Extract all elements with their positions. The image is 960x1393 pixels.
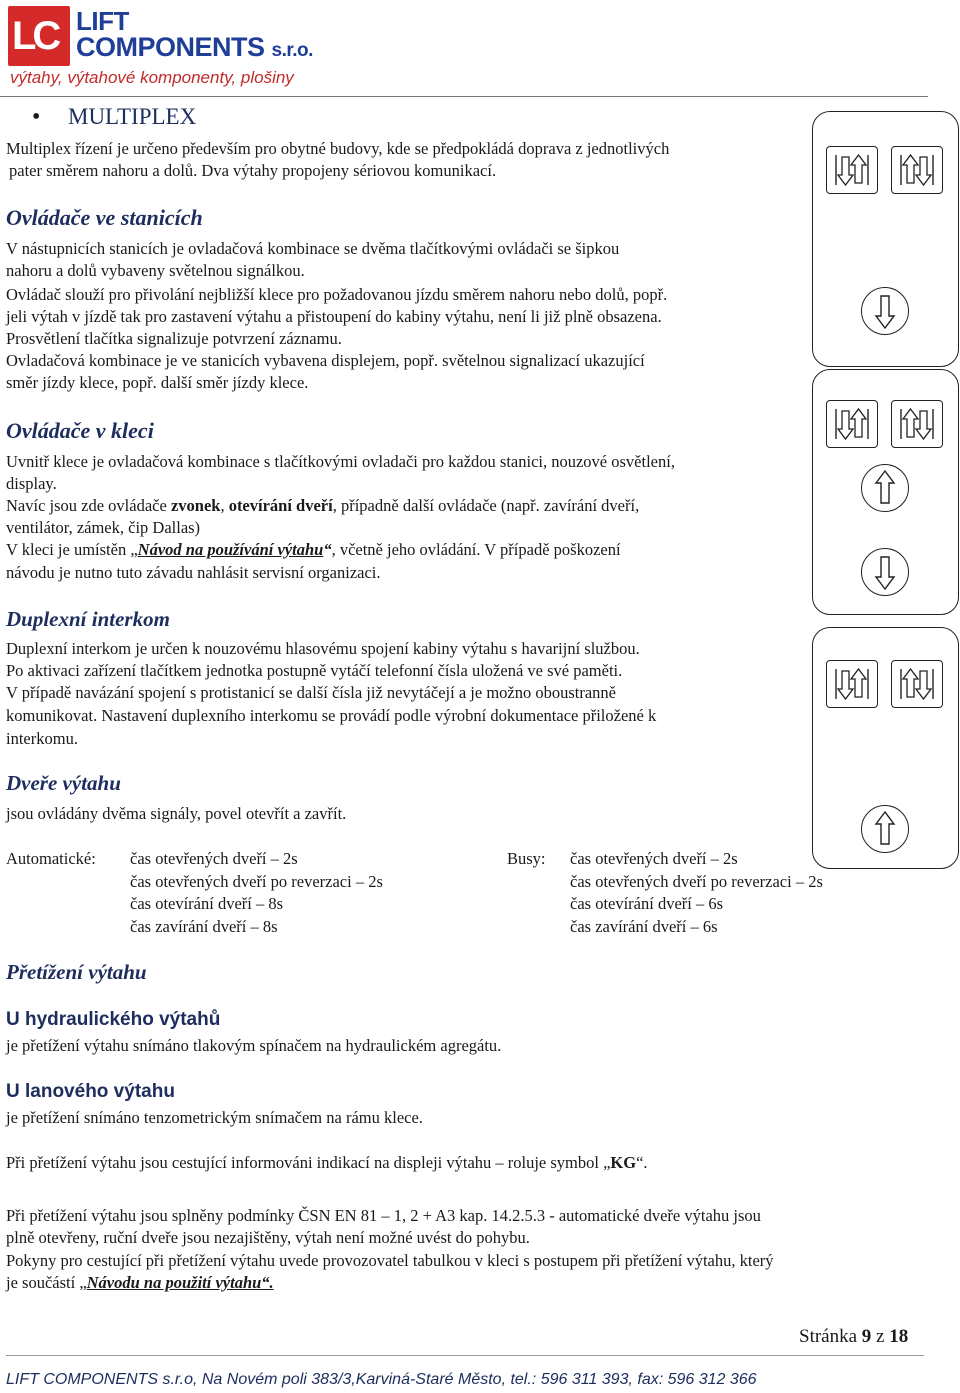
stations-line-5: Prosvětlení tlačítka signalizuje potvrzení záznamu. (6, 329, 342, 348)
kg-line: Při přetížení výtahu jsou cestující informováni indikací na displeji výtahu – roluje symbol „KG“. (6, 1153, 648, 1172)
door-close-button[interactable] (891, 400, 943, 448)
overload-heading: Přetížení výtahu (6, 960, 147, 984)
stations-line-3: Ovládač slouží pro přivolání nejbližší klece pro požadovanou jízdu směrem nahoru nebo dolů, popř. (6, 285, 668, 304)
door-close-button[interactable] (891, 146, 943, 194)
instructions-line-1: Pokyny pro cestující při přetížení výtahu uvede provozovatel tabulkou v kleci s postupem při přetížení výtahu, který (6, 1251, 774, 1270)
door-open-button[interactable] (826, 660, 878, 708)
multiplex-title: MULTIPLEX (68, 104, 197, 129)
stations-line-1: V nástupnicích stanicích je ovladačová kombinace se dvěma tlačítkovými ovládači se šipkou (6, 239, 620, 258)
call-down-button[interactable] (861, 287, 909, 335)
header-divider (0, 96, 928, 97)
footer-address: LIFT COMPONENTS s.r.o, Na Novém poli 383/3,Karviná-Staré Město, tel.: 596 311 393, fax: 596 312 366 (6, 1371, 757, 1388)
intercom-line-1: Duplexní interkom je určen k nouzovému hlasovému spojení kabiny výtahu s havarijní službou. (6, 639, 640, 658)
intercom-line-2: Po aktivaci zařízení tlačítkem jednotka postupně vytáčí telefonní čísla uložená ve své paměti. (6, 661, 623, 680)
door-close-button[interactable] (891, 660, 943, 708)
stations-line-4: jeli výtah v jízdě tak pro zastavení výtahu a přistoupení do kabiny výtahu, není li již plně obsazena. (6, 307, 662, 326)
brand-name: COMPONENTS (76, 32, 265, 62)
arrow-up-icon (862, 465, 908, 511)
csn-line-1: Při přetížení výtahu jsou splněny podmínky ČSN EN 81 – 1, 2 + A3 kap. 14.2.5.3 - automatické dveře výtahu jsou (6, 1206, 761, 1225)
stations-heading: Ovládače ve stanicích (6, 205, 203, 230)
cabin-line-4: ventilátor, zámek, čip Dallas) (6, 518, 201, 537)
csn-line-2: plně otevřeny, ruční dveře jsou nezajištěny, výtah není možné uvést do pohybu. (6, 1228, 530, 1247)
rope-heading: U lanového výtahu (6, 1081, 175, 1102)
panel-bottom-station (812, 627, 959, 869)
automatic-timings (130, 848, 383, 938)
door-open-button[interactable] (826, 400, 878, 448)
page-current: 9 (861, 1326, 872, 1347)
door-close-icon (892, 661, 942, 707)
cabin-line-3: Navíc jsou zde ovládače zvonek, otevírání dveří, případně další ovládače (např. zavírání dveří, (6, 496, 640, 515)
cabin-heading: Ovládače v kleci (6, 418, 154, 443)
busy-row: čas otevírání dveří – 6s (570, 894, 724, 913)
call-up-button[interactable] (861, 805, 909, 853)
cabin-line-5: V kleci je umístěn „Návod na používání výtahu“, včetně jeho ovládání. V případě poškození (6, 540, 621, 559)
hydraulic-heading: U hydraulického výtahů (6, 1009, 221, 1030)
door-close-icon (892, 401, 942, 447)
page-number: Stránka 9 z 18 (799, 1326, 909, 1347)
busy-row: čas otevřených dveří po reverzaci – 2s (570, 871, 823, 891)
automatic-row: čas otevřených dveří po reverzaci – 2s (130, 871, 383, 891)
cabin-line-1: Uvnitř klece je ovladačová kombinace s tlačítkovými ovladači pro každou stanici, nouzové osvětlení, (6, 452, 675, 471)
multiplex-line-1: Multiplex řízení je určeno především pro obytné budovy, kde se předpokládá doprava z jednotlivých (6, 139, 670, 158)
section-bullet: • (32, 104, 41, 130)
cabin-line-6: návodu je nutno tuto závadu nahlásit servisní organizaci. (6, 563, 381, 582)
multiplex-line-2: pater směrem nahoru a dolů. Dva výtahy propojeny sériovou komunikací. (9, 161, 497, 180)
logo-mark: LC (8, 6, 70, 66)
automatic-row: čas zavírání dveří – 8s (130, 916, 278, 936)
door-open-icon (827, 401, 877, 447)
call-down-button[interactable] (861, 548, 909, 596)
intercom-heading: Duplexní interkom (6, 607, 170, 631)
busy-row: čas zavírání dveří – 6s (570, 916, 718, 936)
door-open-icon (827, 147, 877, 193)
door-open-icon (827, 661, 877, 707)
doors-heading: Dveře výtahu (6, 771, 121, 795)
arrow-up-icon (862, 806, 908, 852)
usage-manual-link[interactable]: Návodu na použití výtahu“. (86, 1273, 274, 1292)
arrow-down-icon (862, 549, 908, 595)
busy-label: Busy: (507, 849, 546, 868)
arrow-down-icon (862, 288, 908, 334)
automatic-row: čas otevírání dveří – 8s (130, 894, 284, 913)
door-close-icon (892, 147, 942, 193)
brand-line1: LIFT (76, 6, 129, 36)
busy-row: čas otevřených dveří – 2s (570, 849, 738, 868)
page-total: 18 (889, 1326, 909, 1347)
intercom-line-4: komunikovat. Nastavení duplexního interkomu se provádí podle výrobní dokumentace přiložené k (6, 706, 657, 725)
brand-line2 (76, 32, 313, 63)
door-open-label: otevírání dveří (228, 496, 333, 515)
stations-line-6: Ovladačová kombinace je ve stanicích vybavena displejem, popř. světelnou signalizací ukazující (6, 351, 645, 370)
automatic-row: čas otevřených dveří – 2s (130, 849, 298, 868)
instructions-line-2: je součástí „Návodu na použití výtahu“. (6, 1273, 274, 1292)
panel-top-station (812, 111, 959, 367)
stations-line-2: nahoru a dolů vybaveny světelnou signálkou. (6, 261, 305, 280)
rope-line: je přetížení snímáno tenzometrickým snímačem na rámu klece. (6, 1108, 423, 1127)
automatic-label: Automatické: (6, 849, 96, 868)
door-open-button[interactable] (826, 146, 878, 194)
stations-line-7: směr jízdy klece, popř. další směr jízdy klece. (6, 373, 309, 392)
footer-divider (6, 1355, 924, 1356)
brand-tagline: výtahy, výtahové komponenty, plošiny (10, 68, 294, 87)
intercom-line-3: V případě navázání spojení s protistanicí se další čísla již nevytáčejí a je možno oboustranně (6, 683, 617, 702)
panel-middle-station (812, 369, 959, 615)
intercom-line-5: interkomu. (6, 729, 78, 748)
doors-line: jsou ovládány dvěma signály, povel otevřít a zavřít. (6, 804, 347, 823)
brand-suffix: s.r.o. (271, 40, 313, 61)
call-up-button[interactable] (861, 464, 909, 512)
hydraulic-line: je přetížení výtahu snímáno tlakovým spínačem na hydraulickém agregátu. (6, 1036, 502, 1055)
manual-link[interactable]: Návod na používání výtahu (137, 540, 324, 559)
kg-symbol: KG (610, 1153, 637, 1172)
busy-timings (570, 848, 823, 938)
cabin-line-2: display. (6, 474, 57, 493)
bell-label: zvonek (170, 496, 221, 515)
